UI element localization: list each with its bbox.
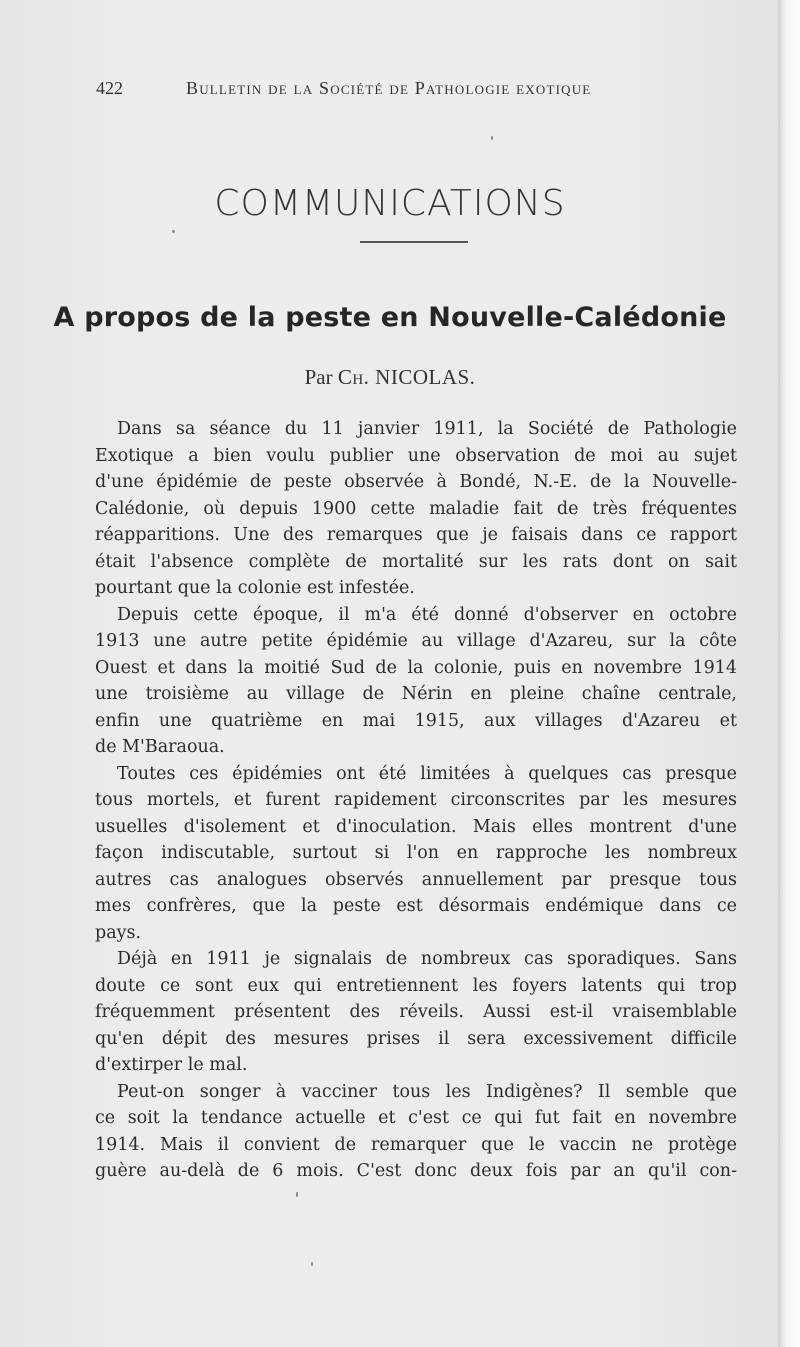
body-line: d'extirper le mal. — [95, 1055, 248, 1075]
author-name: Ch. NICOLAS. — [337, 365, 476, 389]
body-line: Depuis cette époque, il m'a été donné d'observer en octobre — [117, 604, 737, 625]
article-title: A propos de la peste en Nouvelle-Calédonie — [53, 302, 727, 333]
body-line: Exotique a bien voulu publier une observation de moi au sujet — [95, 445, 737, 466]
running-title: Bulletin de la Société de Pathologie exotique — [186, 78, 592, 98]
body-line: Toutes ces épidémies ont été limitées à quelques cas presque — [117, 763, 737, 784]
body-line: usuelles d'isolement et d'inoculation. Mais elles montrent d'une — [95, 816, 737, 837]
body-line: façon indiscutable, surtout si l'on en rapproche les nombreux — [95, 843, 737, 863]
article-body — [95, 416, 737, 1185]
body-line: doute ce sont eux qui entretiennent les foyers latents qui trop — [95, 975, 737, 996]
body-line: Calédonie, où depuis 1900 cette maladie fait de très fréquentes — [95, 498, 737, 519]
body-line: fréquemment présentent des réveils. Aussi est-il vraisemblable — [95, 1002, 737, 1022]
body-line: Peut-on songer à vacciner tous les Indigènes? Il semble que — [117, 1081, 737, 1102]
running-header — [96, 78, 656, 102]
body-line: pourtant que la colonie est infestée. — [95, 578, 415, 598]
body-line: Dans sa séance du 11 janvier 1911, la Société de Pathologie — [117, 419, 737, 439]
body-line: 1913 une autre petite épidémie au village d'Azareu, sur la côte — [95, 631, 737, 651]
body-line: d'une épidémie de peste observée à Bondé, N.-E. de la Nouvelle- — [95, 472, 737, 492]
body-line: était l'absence complète de mortalité sur les rats dont on sait — [95, 551, 737, 572]
byline-prefix: Par — [304, 365, 333, 389]
page-edge — [778, 0, 800, 1347]
body-line: tous mortels, et furent rapidement circonscrites par les mesures — [95, 790, 737, 810]
body-line: ce soit la tendance actuelle et c'est ce qui fut fait en novembre — [95, 1108, 737, 1128]
body-line: autres cas analogues observés annuellement par presque tous — [95, 869, 737, 890]
body-line: enfin une quatrième en mai 1915, aux villages d'Azareu et — [95, 710, 737, 731]
body-line: une troisième au village de Nérin en pleine chaîne centrale, — [95, 684, 737, 704]
body-line: réapparitions. Une des remarques que je faisais dans ce rapport — [95, 525, 737, 545]
body-line: mes confrères, que la peste est désormais endémique dans ce — [95, 896, 737, 916]
title-divider — [360, 241, 468, 243]
paper-speck — [172, 230, 175, 233]
body-line: 1914. Mais il convient de remarquer que le vaccin ne protège — [95, 1134, 737, 1155]
body-line: guère au-delà de 6 mois. C'est donc deux fois par an qu'il con- — [95, 1161, 737, 1181]
body-line: qu'en dépit des mesures prises il sera excessivement difficile — [95, 1028, 737, 1049]
body-line: Ouest et dans la moitié Sud de la colonie, puis en novembre 1914 — [95, 657, 737, 678]
paper-speck — [311, 1262, 313, 1266]
byline — [0, 365, 780, 390]
paper-speck — [491, 136, 493, 140]
paper-speck — [296, 1192, 298, 1197]
section-title: COMMUNICATIONS — [214, 183, 566, 224]
body-line: Déjà en 1911 je signalais de nombreux cas sporadiques. Sans — [117, 949, 737, 969]
page-number: 422 — [96, 78, 123, 98]
body-line: de M'Baraoua. — [95, 737, 225, 757]
body-line: pays. — [95, 922, 142, 943]
